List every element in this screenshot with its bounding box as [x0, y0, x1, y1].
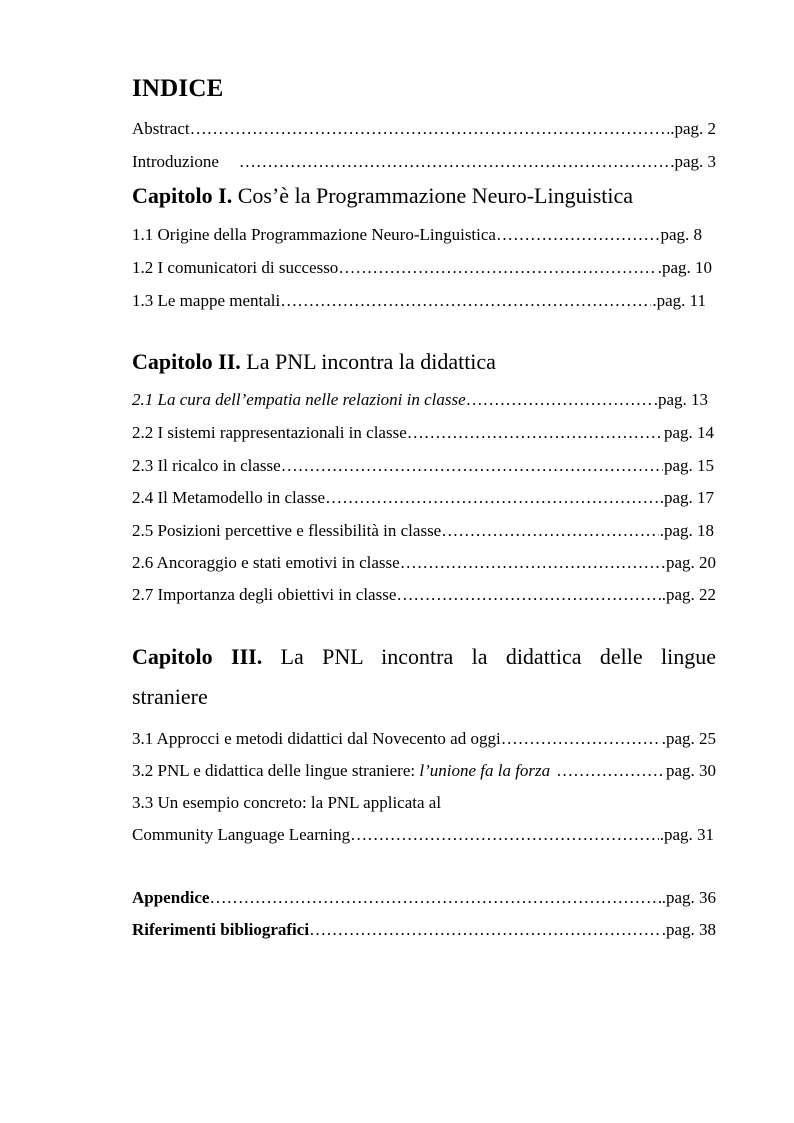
toc-entry-label: 1.3 Le mappe mentali	[132, 291, 281, 310]
dot-leader	[550, 760, 665, 782]
page-title: INDICE	[132, 75, 224, 102]
toc-page-ref: .pag. 38	[661, 920, 716, 939]
chapter-title-continuation: straniere	[132, 684, 208, 709]
chapter-title: La PNL incontra la didattica delle lingue	[280, 644, 716, 669]
toc-page-ref: .pag. 31	[659, 825, 714, 844]
dot-leader	[280, 290, 651, 312]
toc-entry-label: 2.5 Posizioni percettive e flessibilità in classe	[132, 521, 442, 540]
dot-leader	[338, 257, 656, 279]
toc-page-ref: pag. 20	[665, 553, 716, 572]
toc-page-ref: .pag. 11	[651, 290, 716, 312]
toc-entry-3-3-line1[interactable]: 3.3 Un esempio concreto: la PNL applicata al	[132, 793, 442, 812]
toc-page-ref: .pag. 25	[661, 729, 716, 748]
toc-entry-label: Riferimenti bibliografici	[132, 920, 310, 939]
toc-page-ref: .pag. 22	[661, 585, 716, 604]
toc-entry-label: 3.1 Approcci e metodi didattici dal Novecento ad oggi	[132, 729, 501, 748]
toc-entry-label: 2.4 Il Metamodello in classe	[132, 488, 326, 507]
toc-entry-label: Introduzione	[132, 152, 219, 171]
toc-entry-label	[132, 760, 550, 782]
dot-leader	[400, 552, 665, 574]
toc-entry-1-1[interactable]	[132, 224, 716, 246]
dot-leader	[219, 151, 669, 173]
toc-page-ref: pag. 30	[665, 761, 716, 780]
toc-entry-3-2[interactable]	[132, 760, 716, 782]
dot-leader	[281, 455, 663, 477]
toc-entry-2-7[interactable]	[132, 584, 716, 606]
toc-page-ref: pag. 14	[663, 423, 714, 442]
toc-entry-appendice[interactable]	[132, 887, 716, 909]
toc-entry-label: 1.1 Origine della Programmazione Neuro-Linguistica	[132, 225, 496, 244]
toc-entry-2-1[interactable]	[132, 389, 716, 411]
toc-page-ref: .pag. 36	[661, 888, 716, 907]
toc-entry-2-4[interactable]	[132, 487, 716, 509]
toc-entry-1-2[interactable]	[132, 257, 716, 279]
toc-page-ref: .pag. 13	[653, 389, 716, 411]
toc-entry-3-3[interactable]	[132, 824, 716, 846]
toc-entry-label: Appendice	[132, 888, 210, 907]
toc-entry-introduzione[interactable]	[132, 151, 716, 173]
chapter-label: Capitolo II.	[132, 349, 241, 374]
dot-leader	[209, 887, 660, 909]
toc-entry-label: 2.7 Importanza degli obiettivi in classe	[132, 585, 397, 604]
toc-page-ref: .pag. 10	[657, 257, 716, 279]
toc-entry-label: 2.1 La cura dell’empatia nelle relazioni in classe	[132, 390, 466, 409]
toc-page-ref: pag. 8	[659, 224, 716, 246]
toc-page-ref: .pag. 2	[670, 119, 716, 138]
toc-entry-emphasis: l’unione fa la forza	[419, 761, 551, 780]
dot-leader	[407, 422, 663, 444]
toc-entry-3-1[interactable]	[132, 728, 716, 750]
toc-entry-label: 1.2 I comunicatori di successo	[132, 258, 339, 277]
dot-leader	[396, 584, 660, 606]
toc-entry-1-3[interactable]	[132, 290, 716, 312]
dot-leader	[309, 919, 661, 941]
toc-page-ref: pag. 15	[663, 456, 714, 475]
toc-page-ref: .pag. 3	[670, 152, 716, 171]
dot-leader	[441, 520, 658, 542]
dot-leader	[350, 824, 659, 846]
toc-entry-text: 3.2 PNL e didattica delle lingue straniere:	[132, 761, 420, 780]
toc-entry-label: Community Language Learning	[132, 825, 351, 844]
chapter-label: Capitolo I.	[132, 183, 233, 208]
toc-entry-2-5[interactable]	[132, 520, 716, 542]
dot-leader	[325, 487, 659, 509]
chapter-heading-2[interactable]	[132, 348, 716, 376]
chapter-title: La PNL incontra la didattica	[240, 349, 496, 374]
toc-entry-label: 2.3 Il ricalco in classe	[132, 456, 281, 475]
dot-leader	[496, 224, 659, 246]
dot-leader	[501, 728, 661, 750]
toc-page-ref: .pag. 17	[659, 488, 714, 507]
toc-entry-riferimenti[interactable]	[132, 919, 716, 941]
dot-leader	[466, 389, 653, 411]
toc-entry-label: Abstract	[132, 119, 190, 138]
toc-entry-2-2[interactable]	[132, 422, 716, 444]
toc-entry-2-3[interactable]	[132, 455, 716, 477]
toc-entry-2-6[interactable]	[132, 552, 716, 574]
chapter-label: Capitolo III.	[132, 644, 263, 669]
toc-page-ref: .pag. 18	[659, 521, 714, 540]
toc-entry-label: 2.6 Ancoraggio e stati emotivi in classe	[132, 553, 400, 572]
toc-entry-abstract[interactable]	[132, 118, 716, 140]
chapter-heading-3[interactable]	[132, 643, 716, 671]
toc-entry-label: 2.2 I sistemi rappresentazionali in classe	[132, 423, 407, 442]
chapter-title: Cos’è la Programmazione Neuro-Linguistica	[232, 183, 634, 208]
chapter-heading-1[interactable]	[132, 182, 716, 210]
dot-leader	[190, 118, 670, 140]
